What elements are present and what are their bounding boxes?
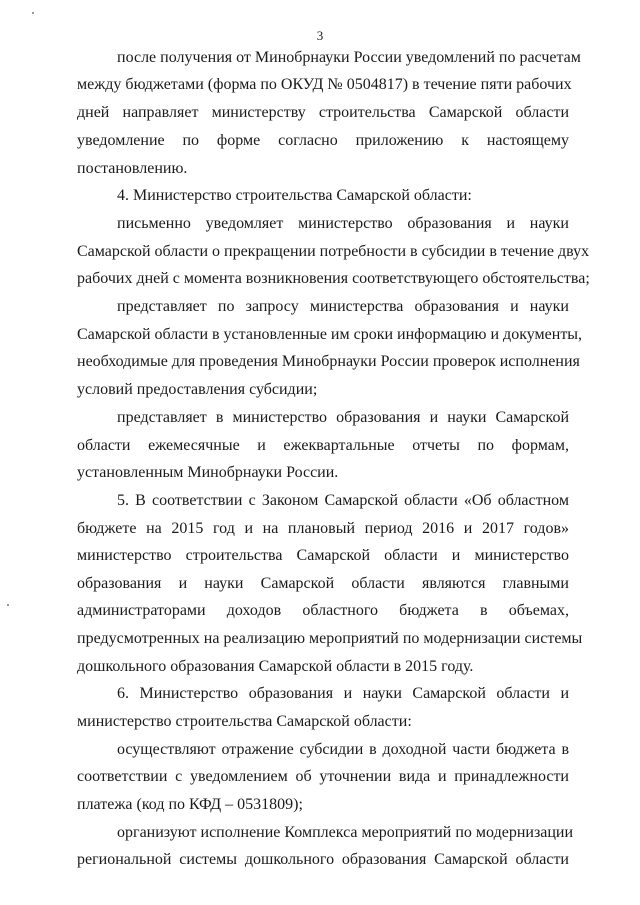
scan-artifact	[7, 604, 9, 606]
text-line: дней направляет министерству строительства Самарской области	[77, 104, 569, 121]
text-line: Самарской области о прекращении потребности в субсидии в течение двух	[77, 243, 590, 260]
scan-artifact	[32, 12, 34, 14]
text-line: региональной системы дошкольного образования Самарской области	[77, 851, 569, 868]
text-line: бюджете на 2015 год и на плановый период 2016 и 2017 годов»	[77, 520, 569, 537]
text-line: постановлению.	[77, 160, 188, 177]
section-heading: 5. В соответствии с Законом Самарской области «Об областном	[117, 492, 569, 509]
text-line: представляет в министерство образования и науки Самарской	[117, 409, 569, 426]
page-number: 3	[316, 28, 324, 43]
text-line: администраторами доходов областного бюджета в объемах,	[77, 602, 569, 619]
text-line: области ежемесячные и ежеквартальные отчеты по формам,	[77, 437, 569, 454]
text-line: между бюджетами (форма по ОКУД № 0504817) в течение пяти рабочих	[77, 76, 572, 93]
text-line: условий предоставления субсидии;	[77, 381, 318, 398]
text-line: необходимые для проведения Минобрнауки России проверок исполнения	[77, 353, 580, 370]
text-line: организуют исполнение Комплекса мероприятий по модернизации	[117, 824, 574, 841]
text-line: министерство строительства Самарской области:	[77, 713, 412, 730]
text-line: письменно уведомляет министерство образования и науки	[117, 215, 569, 232]
text-line: представляет по запросу министерства образования и науки	[117, 298, 569, 315]
section-heading: 4. Министерство строительства Самарской области:	[117, 187, 472, 204]
text-line: образования и науки Самарской области являются главными	[77, 575, 569, 592]
text-line: соответствии с уведомлением об уточнении вида и принадлежности	[77, 768, 569, 785]
text-line: министерство строительства Самарской области и министерство	[77, 547, 569, 564]
section-heading: 6. Министерство образования и науки Самарской области и	[117, 685, 569, 702]
text-line: предусмотренных на реализацию мероприятий по модернизации системы	[77, 630, 583, 647]
text-line: дошкольного образования Самарской области в 2015 году.	[77, 658, 474, 675]
text-line: установленным Минобрнауки России.	[77, 464, 339, 481]
text-line: платежа (код по КФД – 0531809);	[77, 796, 303, 813]
text-line: после получения от Минобрнауки России уведомлений по расчетам	[117, 49, 581, 66]
text-line: Самарской области в установленные им сроки информацию и документы,	[77, 326, 583, 343]
text-line: рабочих дней с момента возникновения соответствующего обстоятельства;	[77, 270, 590, 287]
text-line: уведомление по форме согласно приложению к настоящему	[77, 132, 569, 149]
text-line: осуществляют отражение субсидии в доходной части бюджета в	[117, 741, 569, 758]
